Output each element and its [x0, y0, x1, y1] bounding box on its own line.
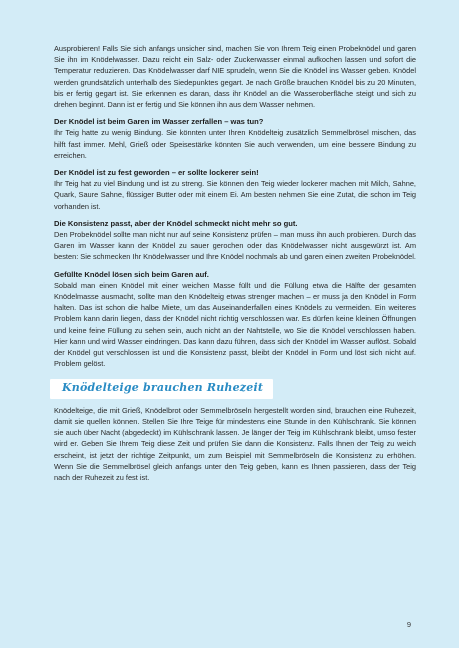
intro-paragraph: Ausprobieren! Falls Sie sich anfangs unsicher sind, machen Sie von Ihrem Teig einen Probeknödel und garen Sie ihn im Knödelwasser. Dazu reicht ein Salz- oder Zuckerwasser einmal aufkochen lassen und sofort die Temperatur reduzieren. Das Knödelwasser darf NIE sprudeln, wenn Sie die Knödel ins Wasser geben. Knödel werden grundsätzlich unterhalb des Siedepunktes gegart. Je nach Größe brauchen Knödel bis zu 20 Minuten, bis er fertig gegart ist. Sie erkennen es daran, dass ihr Knödel an die Wasseroberfläche steigt und sich zu drehen beginnt. Dann ist er fertig und Sie können ihn aus dem Wasser nehmen. [54, 44, 416, 110]
section-text-3: Den Probeknödel sollte man nicht nur auf seine Konsistenz prüfen – man muss ihn auch probieren. Durch das Garen im Wasser kann der Knödel zu sauer gerochen oder das Knödelwasser nicht ausgewürzt ist. Am besten: Sie schmecken Ihr Knödelwasser und Ihre Knödel nochmals ab und garen einen zweiten Probeknödel. [54, 230, 416, 262]
page-number: 9 [406, 620, 411, 629]
section-heading-2: Der Knödel ist zu fest geworden – er sollte lockerer sein! [54, 168, 259, 178]
section-heading-3: Die Konsistenz passt, aber der Knödel schmeckt nicht mehr so gut. [54, 218, 298, 228]
section-heading-1: Der Knödel ist beim Garen im Wasser zerfallen – was tun? [54, 117, 264, 127]
section-text-1: Ihr Teig hatte zu wenig Bindung. Sie könnten unter Ihren Knödelteig zusätzlich Semmelbrösel mischen, das hilft fast immer. Mehl, Grieß oder Speisestärke könnten Sie auch verwenden, um eine bessere Bindung zu erreichen. [54, 128, 416, 160]
section-text-2: Ihr Teig hat zu viel Bindung und ist zu streng. Sie können den Teig wieder lockerer machen mit Milch, Sahne, Quark, Saure Sahne, flüssiger Butter oder mit einem Ei. Am besten nehmen Sie eine Zutat, die schon im Teig vorhanden ist. [54, 179, 416, 211]
section-text-4: Sobald man einen Knödel mit einer weichen Masse füllt und die Füllung etwa die Hälfte der gesamten Knödelmasse ausmacht, sollte man den Knödelteig etwas strenger machen – er muss ja den Knödel in Form halten. Das ist schon die halbe Miete, um das Auseinanderfallen eines Knödels zu vermeiden. Ein weiteres Problem kann darin liegen, dass der Knödel nicht richtig verschlossen war. Es dürfen keine kleinen Öffnungen und keine feine Füllung zu sehen sein, auch nicht an der Nahtstelle, wo Sie die Knödel verschlossen haben. Hier kann und wird Wasser eindringen. Das kann dazu führen, dass sich der Knödel im Wasser auflöst. Sobald der Knödel gut verschlossen ist und die Konsistenz passt, bleibt der Knödel in Form und löst sich nicht auf. Problem gelöst. [54, 280, 416, 369]
banner-title: Knödelteige brauchen Ruhezeit [62, 381, 264, 395]
section-banner [50, 379, 273, 398]
page-content [54, 43, 416, 489]
section-heading-4: Gefüllte Knödel lösen sich beim Garen auf. [54, 269, 209, 279]
ruhezeit-paragraph: Knödelteige, die mit Grieß, Knödelbrot oder Semmelbröseln hergestellt worden sind, brauchen eine Ruhezeit, damit sie quellen können. Stellen Sie Ihre Teige für mindestens eine Stunde in den Kühlschrank. Sie können sie auch über Nacht (abgedeckt) im Kühlschrank lassen. Je länger der Teig im Kühlschrank bleibt, umso fester wird er. Geben Sie Ihrem Teig diese Zeit und prüfen Sie dann die Konsistenz. Falls Ihnen der Teig zu weich erscheint, ist jetzt der richtige Zeitpunkt, um zum Beispiel mit Semmelbröseln die Konsistenz zu erhöhen. Wenn Sie die Semmelbrösel gleich anfangs unter den Teig geben, kann es Ihnen passieren, dass der Teig nach der Ruhezeit zu fest ist. [54, 405, 416, 482]
